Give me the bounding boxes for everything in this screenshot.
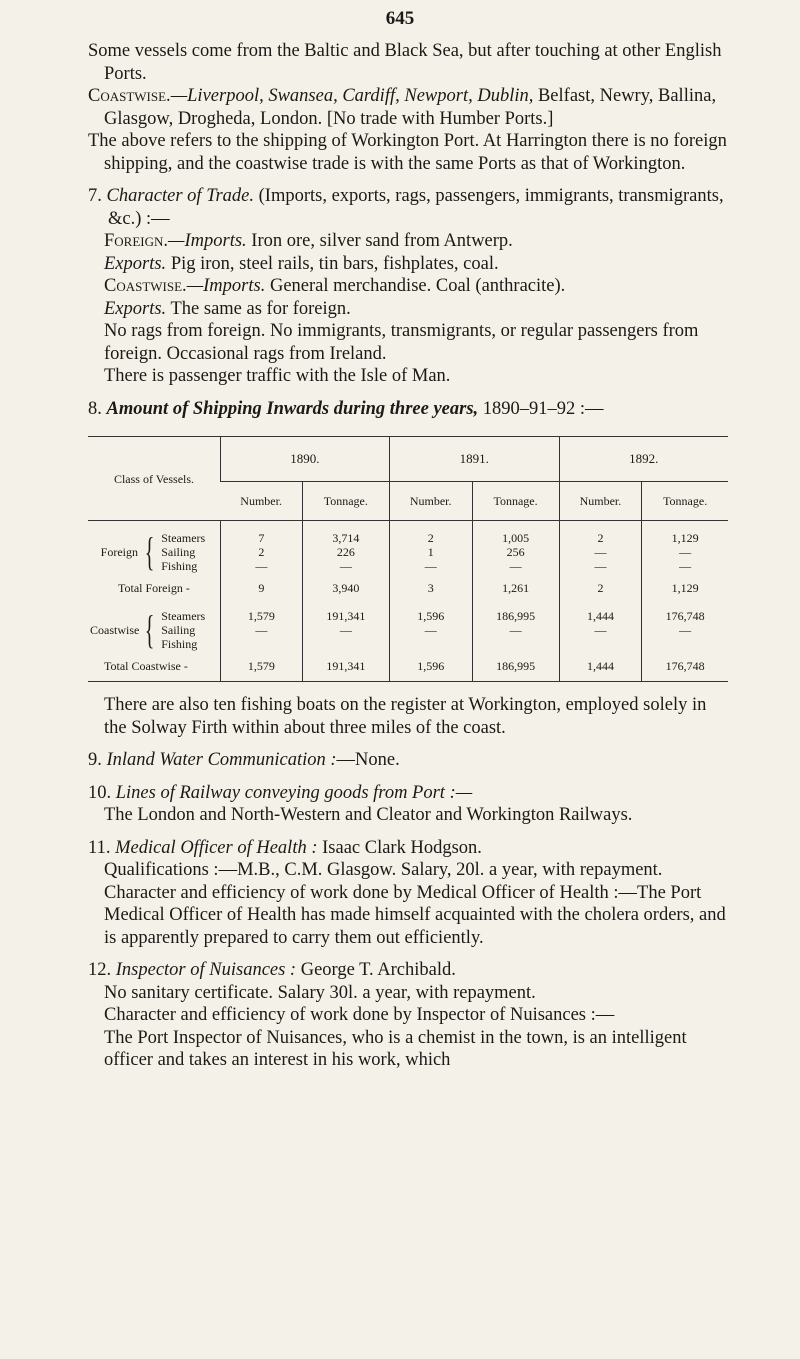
table-cell: 2 — [427, 531, 434, 545]
section-7-coastwise-exports — [88, 298, 728, 321]
table-cell: 226 — [336, 545, 355, 559]
table-cell: — — [679, 623, 692, 637]
table-cell: — — [679, 545, 692, 559]
coastwise-label: Coastwise. — [88, 86, 171, 106]
type-sailing: Sailing — [161, 623, 196, 637]
foreign-group-row — [88, 521, 728, 574]
section-12-number: 12. — [88, 960, 112, 980]
section-9-heading — [88, 749, 728, 772]
table-cell: — — [594, 545, 607, 559]
section-12-title: Inspector of Nuisances : — [115, 960, 297, 980]
shipping-table — [88, 436, 728, 682]
page-body — [88, 40, 728, 1072]
section-11-name: Isaac Clark Hodgson. — [322, 837, 482, 858]
total-coastwise-row: Total Coastwise - 1,579 191,341 1,596 186,995 1,444 176,748 — [88, 651, 728, 682]
type-steamers: Steamers — [161, 531, 206, 545]
section-12-name: George T. Archibald. — [300, 960, 456, 980]
coastwise-exports-text: The same as for foreign. — [170, 298, 351, 319]
coastwise-exports-label: Exports. — [104, 298, 167, 319]
section-7-rags: No rags from foreign. No immigrants, transmigrants, or regular passengers from foreign. Occasional rags from Ireland. — [104, 321, 699, 364]
section-11-number: 11. — [88, 837, 111, 858]
number-header: Number. — [559, 482, 642, 521]
table-cell: 1,596 — [417, 609, 445, 623]
table-cell: 186,995 — [472, 651, 559, 682]
section-11-character: Character and efficiency of work done by Medical Officer of Health :—The Port Medical Officer of Health has made himself acquainted with the cholera orders, and is apparently prepared to carry them out efficiently. — [104, 882, 726, 948]
total-coastwise-label: Total Coastwise — [104, 659, 181, 673]
tonnage-header: Tonnage. — [642, 482, 728, 521]
year-header-1891: 1891. — [389, 437, 559, 482]
table-cell: 256 — [506, 545, 525, 559]
table-cell: 1,444 — [586, 609, 614, 623]
section-7-coastwise-imports — [88, 275, 728, 298]
section-12-heading — [88, 959, 728, 982]
type-fishing: Fishing — [161, 559, 198, 573]
table-cell: 3 — [389, 573, 472, 603]
number-header: Number. — [389, 482, 472, 521]
table-cell: 1,261 — [472, 573, 559, 603]
table-cell: — — [255, 559, 268, 573]
brace-icon: { — [144, 607, 155, 652]
table-cell: 1,129 — [671, 531, 699, 545]
intro-paragraph-1: Some vessels come from the Baltic and Black Sea, but after touching at other English Ports. — [88, 41, 722, 84]
table-cell: 1,129 — [642, 573, 728, 603]
table-cell: 7 — [258, 531, 265, 545]
year-header-1892: 1892. — [559, 437, 728, 482]
coastwise-ports-list: —Liverpool, Swansea, Cardiff, Newport, Dublin, — [170, 86, 534, 106]
coastwise-ports-rest: Belfast, Newry, Ballina, Glasgow, Drogheda, London. [No trade with Humber Ports.] — [104, 86, 717, 129]
table-cell: 1,579 — [221, 651, 303, 682]
total-foreign-label: Total Foreign — [118, 581, 183, 595]
section-9-title: Inland Water Communication : — [106, 750, 337, 770]
section-8-title: Amount of Shipping Inwards during three years, — [106, 398, 479, 419]
section-7-foreign-exports — [88, 253, 728, 276]
section-8-years: 1890–91–92 :— — [482, 398, 604, 419]
section-9-text: —None. — [336, 750, 400, 770]
section-10-number: 10. — [88, 782, 112, 803]
page-number: 645 — [385, 8, 415, 29]
section-11-qualifications: Qualifications :—M.B., C.M. Glasgow. Salary, 20l. a year, with repayment. — [104, 860, 663, 880]
tonnage-header: Tonnage. — [302, 482, 389, 521]
table-cell: 1,005 — [502, 531, 530, 545]
class-of-vessels-header: Class of Vessels. — [88, 437, 221, 521]
table-cell: 9 — [221, 573, 303, 603]
table-cell: 2 — [559, 573, 642, 603]
table-cell: 3,714 — [332, 531, 360, 545]
section-12-certificate: No sanitary certificate. Salary 30l. a year, with repayment. — [104, 982, 536, 1003]
foreign-label: Foreign. — [104, 231, 169, 251]
foreign-imports-text: Iron ore, silver sand from Antwerp. — [251, 231, 513, 251]
intro-paragraph-3: The above refers to the shipping of Workington Port. At Harrington there is no foreign shipping, and the coastwise trade is with the same Ports as that of Workington. — [88, 131, 727, 174]
table-cell: — — [339, 623, 352, 637]
table-cell: — — [594, 559, 607, 573]
coastwise-group-label: Coastwise — [90, 623, 140, 637]
table-cell: — — [509, 559, 522, 573]
table-cell: 1 — [427, 545, 434, 559]
foreign-exports-text: Pig iron, steel rails, tin bars, fishplates, coal. — [170, 253, 499, 274]
section-8-heading — [88, 398, 728, 421]
section-7-foreign-imports — [88, 230, 728, 253]
coastwise-label-7: Coastwise. — [104, 276, 187, 296]
table-cell: — — [424, 559, 437, 573]
table-cell: 191,341 — [326, 609, 366, 623]
type-sailing: Sailing — [161, 545, 196, 559]
section-11-title: Medical Officer of Health : — [115, 837, 318, 858]
table-cell: 3,940 — [302, 573, 389, 603]
table-cell: 1,444 — [559, 651, 642, 682]
section-8-note: There are also ten fishing boats on the register at Workington, employed solely in the Solway Firth within about three miles of the coast. — [104, 695, 707, 738]
number-header: Number. — [221, 482, 303, 521]
table-cell: 176,748 — [665, 609, 705, 623]
intro-coastwise-ports — [88, 85, 728, 130]
section-12-character: The Port Inspector of Nuisances, who is a chemist in the town, is an intelligent officer and takes an interest in his work, which — [104, 1027, 687, 1070]
foreign-group-label: Foreign — [100, 545, 138, 559]
table-cell: 1,596 — [389, 651, 472, 682]
table-cell: 176,748 — [642, 651, 728, 682]
coastwise-imports-text: General merchandise. Coal (anthracite). — [269, 276, 566, 296]
table-cell: — — [594, 623, 607, 637]
type-fishing: Fishing — [161, 637, 198, 651]
tonnage-header: Tonnage. — [472, 482, 559, 521]
year-header-1890: 1890. — [221, 437, 390, 482]
section-7-title: Character of Trade. — [106, 186, 254, 206]
type-steamers: Steamers — [161, 609, 206, 623]
table-cell: 186,995 — [496, 609, 536, 623]
brace-icon: { — [144, 529, 155, 574]
foreign-imports-label: —Imports. — [168, 231, 247, 251]
table-cell: 191,341 — [302, 651, 389, 682]
section-7-title-rest: (Imports, exports, rags, passengers, immigrants, transmigrants, &c.) :— — [108, 186, 724, 229]
foreign-exports-label: Exports. — [104, 253, 167, 274]
coastwise-imports-label: —Imports. — [186, 276, 266, 296]
table-cell: — — [255, 623, 268, 637]
table-cell: 2 — [597, 531, 604, 545]
section-10-title: Lines of Railway conveying goods from Port :— — [115, 782, 473, 803]
table-cell: 1,579 — [247, 609, 275, 623]
section-10-text: The London and North-Western and Cleator and Workington Railways. — [104, 805, 633, 825]
coastwise-group-row — [88, 603, 728, 651]
table-cell: 2 — [258, 545, 265, 559]
section-8-number: 8. — [88, 398, 102, 419]
section-12-character-label: Character and efficiency of work done by Inspector of Nuisances :— — [104, 1005, 615, 1025]
section-7-number: 7. — [88, 186, 102, 206]
section-7-passenger: There is passenger traffic with the Isle of Man. — [104, 366, 451, 386]
section-9-number: 9. — [88, 750, 102, 770]
section-7-heading — [88, 185, 728, 230]
table-cell: — — [509, 623, 522, 637]
table-cell: — — [424, 623, 437, 637]
section-10-heading — [88, 782, 728, 805]
section-11-heading — [88, 837, 728, 860]
table-cell: — — [679, 559, 692, 573]
table-cell: — — [339, 559, 352, 573]
total-foreign-row: Total Foreign - 9 3,940 3 1,261 2 1,129 — [88, 573, 728, 603]
